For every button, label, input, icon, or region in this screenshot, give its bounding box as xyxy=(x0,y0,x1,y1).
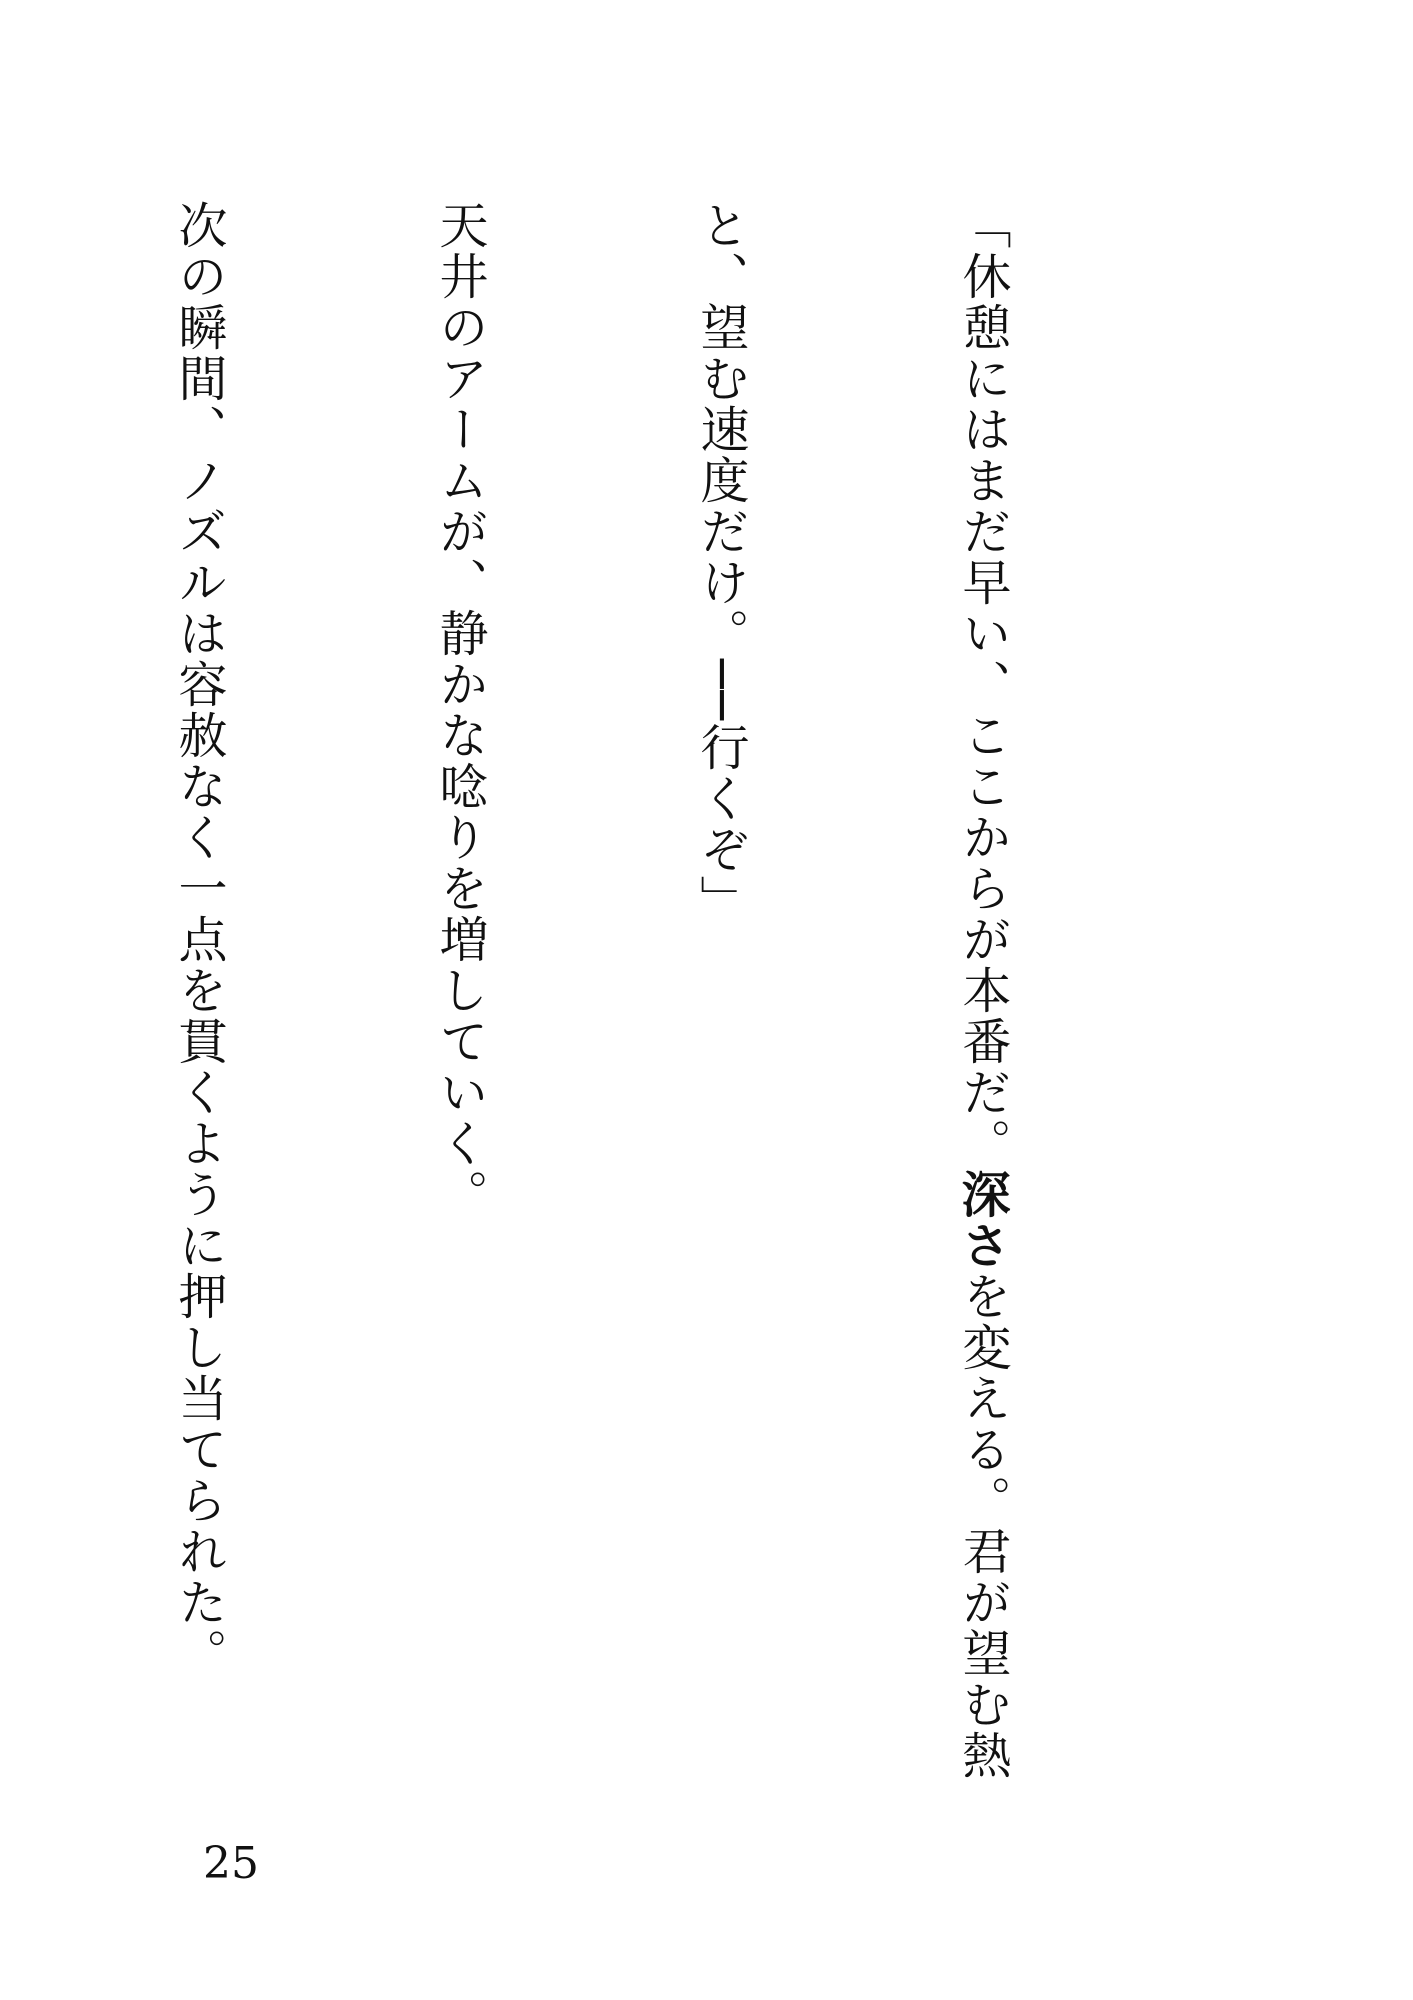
emphasized-word: 深さ xyxy=(954,1169,1012,1271)
text-line-2: と、望む速度だけ。──行くぞ」 xyxy=(693,200,750,927)
text-line-3: 天井のアームが、静かな唸りを増していく。 xyxy=(432,200,489,1220)
text-line-4: 次の瞬間、ノズルは容赦なく一点を貫くように押し当てられた。 xyxy=(171,200,228,1679)
page-number: 25 xyxy=(203,1838,259,1889)
vertical-text-body xyxy=(0,200,1201,1781)
text-line-1: 「休憩にはまだ早い、ここからが本番だ。深さを変える。君が望む熱 xyxy=(954,200,1012,1781)
